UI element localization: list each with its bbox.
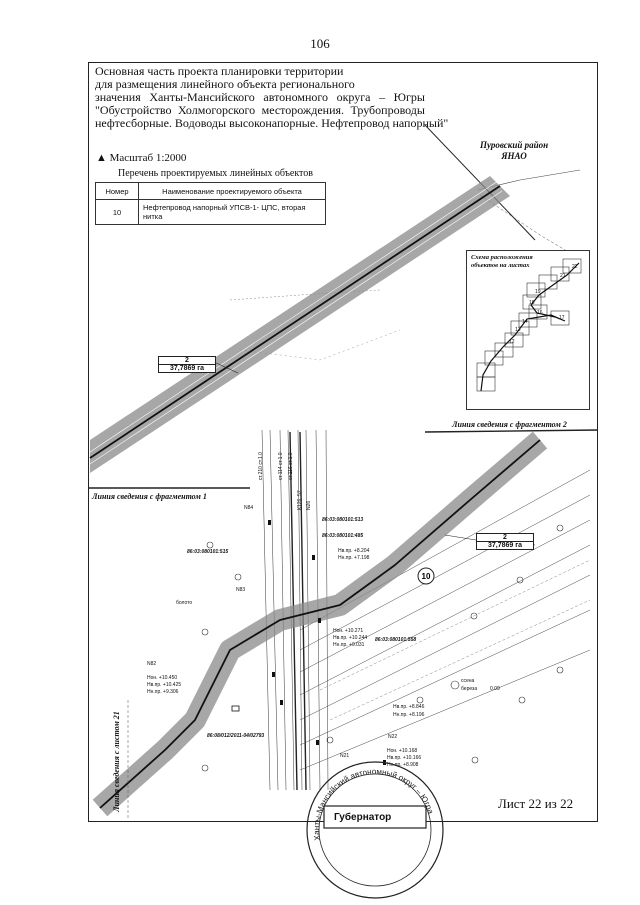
svg-text:N21: N21 (340, 753, 350, 759)
svg-text:10: 10 (421, 572, 431, 581)
junction-label-fragment-1: Линия сведения с фрагментом 1 (92, 492, 207, 501)
title-line-1: Основная часть проекта планировки территории (95, 64, 344, 78)
svg-text:Нон. +10.271: Нон. +10.271 (333, 628, 364, 634)
svg-text:86:03:080101:513: 86:03:080101:513 (322, 517, 364, 523)
table-row: 10 Нефтепровод напорный УПСВ-1- ЦПС, вторая нитка (96, 200, 326, 225)
svg-text:12: 12 (509, 339, 515, 345)
page-number: 106 (310, 36, 330, 51)
svg-text:береза: береза (461, 686, 478, 692)
svg-text:болото: болото (176, 600, 193, 606)
svg-text:ст.210 ст.1.0: ст.210 ст.1.0 (258, 452, 264, 480)
svg-text:19: 19 (535, 289, 541, 295)
sheet-layout-inset (466, 250, 590, 410)
svg-text:К126, 57: К126, 57 (297, 490, 303, 510)
title-line-5: нефтесборные. Водоводы высоконапорные. Нефтепровод напорный" (95, 116, 449, 130)
pipeline-axis-upper (90, 186, 500, 458)
svg-text:86:03:080101:558: 86:03:080101:558 (375, 637, 417, 643)
svg-text:N22: N22 (388, 734, 398, 740)
junction-label-fragment-2: Линия сведения с фрагментом 2 (452, 420, 567, 429)
svg-text:Нн.пр. +9.031: Нн.пр. +9.031 (333, 642, 365, 648)
svg-text:14: 14 (522, 319, 528, 325)
svg-text:Нв.пр. +10.244: Нв.пр. +10.244 (333, 635, 368, 641)
svg-text:17: 17 (559, 315, 565, 321)
svg-text:Нн.пр. +8.908: Нн.пр. +8.908 (387, 762, 419, 768)
inset-title: Схема расположения объектов на листах (471, 254, 533, 269)
svg-text:N83: N83 (236, 587, 246, 593)
svg-text:21: 21 (560, 273, 566, 279)
area-label-upper: 2 37,7869 га (158, 356, 216, 373)
junction-label-sheet-21: Линия сведения с листом 21 (112, 711, 121, 812)
svg-text:13: 13 (515, 327, 521, 333)
svg-text:Нн.пр. +8.196: Нн.пр. +8.196 (393, 712, 425, 718)
title-line-3: значения Ханты-Мансийского автономного округа – Югры (95, 90, 425, 104)
svg-text:Нн.пр. +9.306: Нн.пр. +9.306 (147, 689, 179, 695)
svg-text:22: 22 (572, 264, 578, 270)
svg-text:Нв.пр. +10.425: Нв.пр. +10.425 (147, 682, 182, 688)
region-label: Пуровский район ЯНАО (480, 140, 549, 161)
seal-center-text: Губернатор (334, 812, 392, 823)
svg-text:Нв.пр. +10.166: Нв.пр. +10.166 (387, 755, 422, 761)
svg-text:ст.114 ст.1.0: ст.114 ст.1.0 (278, 452, 284, 480)
table-header-row: Номер Наименование проектируемого объекта (96, 183, 326, 200)
svg-text:Нв.пр. +8.846: Нв.пр. +8.846 (393, 704, 425, 710)
junction-line-2 (425, 430, 598, 432)
scale-label: ▲ Масштаб 1:2000 (96, 152, 187, 164)
svg-text:Нн.пр. +7.198: Нн.пр. +7.198 (338, 555, 370, 561)
svg-text:86:03:080101:485: 86:03:080101:485 (322, 533, 364, 539)
svg-text:Ханты-Мансийский автономный ок: Ханты-Мансийский автономный округ – Югра (312, 767, 436, 841)
svg-text:Нв.пр. +8.204: Нв.пр. +8.204 (338, 548, 370, 554)
svg-text:N26: N26 (306, 500, 312, 510)
svg-text:18: 18 (529, 300, 535, 306)
title-line-2: для размещения линейного объекта регионального (95, 77, 355, 91)
svg-text:N84: N84 (244, 505, 254, 511)
sheet-label: Лист 22 из 22 (498, 796, 574, 811)
governor-seal (307, 762, 443, 898)
objects-table-title: Перечень проектируемых линейных объектов (118, 168, 313, 179)
objects-table (95, 182, 326, 225)
north-arrow-icon: ▲ (96, 152, 110, 164)
title-line-4: "Обустройство Холмогорского месторождения. Трубопроводы (95, 103, 425, 117)
svg-text:ст.116 ст.1.0: ст.116 ст.1.0 (288, 452, 294, 480)
svg-text:86:03:080101:515: 86:03:080101:515 (187, 549, 229, 555)
svg-text:ссена: ссена (461, 678, 475, 684)
svg-text:0.09: 0.09 (490, 686, 500, 692)
area-label-lower: 2 37,7869 га (476, 533, 534, 550)
svg-text:86:08/012/2011-04/02793: 86:08/012/2011-04/02793 (207, 733, 265, 739)
svg-text:Нон. +10.168: Нон. +10.168 (387, 748, 418, 754)
svg-text:N82: N82 (147, 661, 157, 667)
svg-text:16: 16 (537, 310, 543, 316)
svg-text:Нон. +10.450: Нон. +10.450 (147, 675, 178, 681)
